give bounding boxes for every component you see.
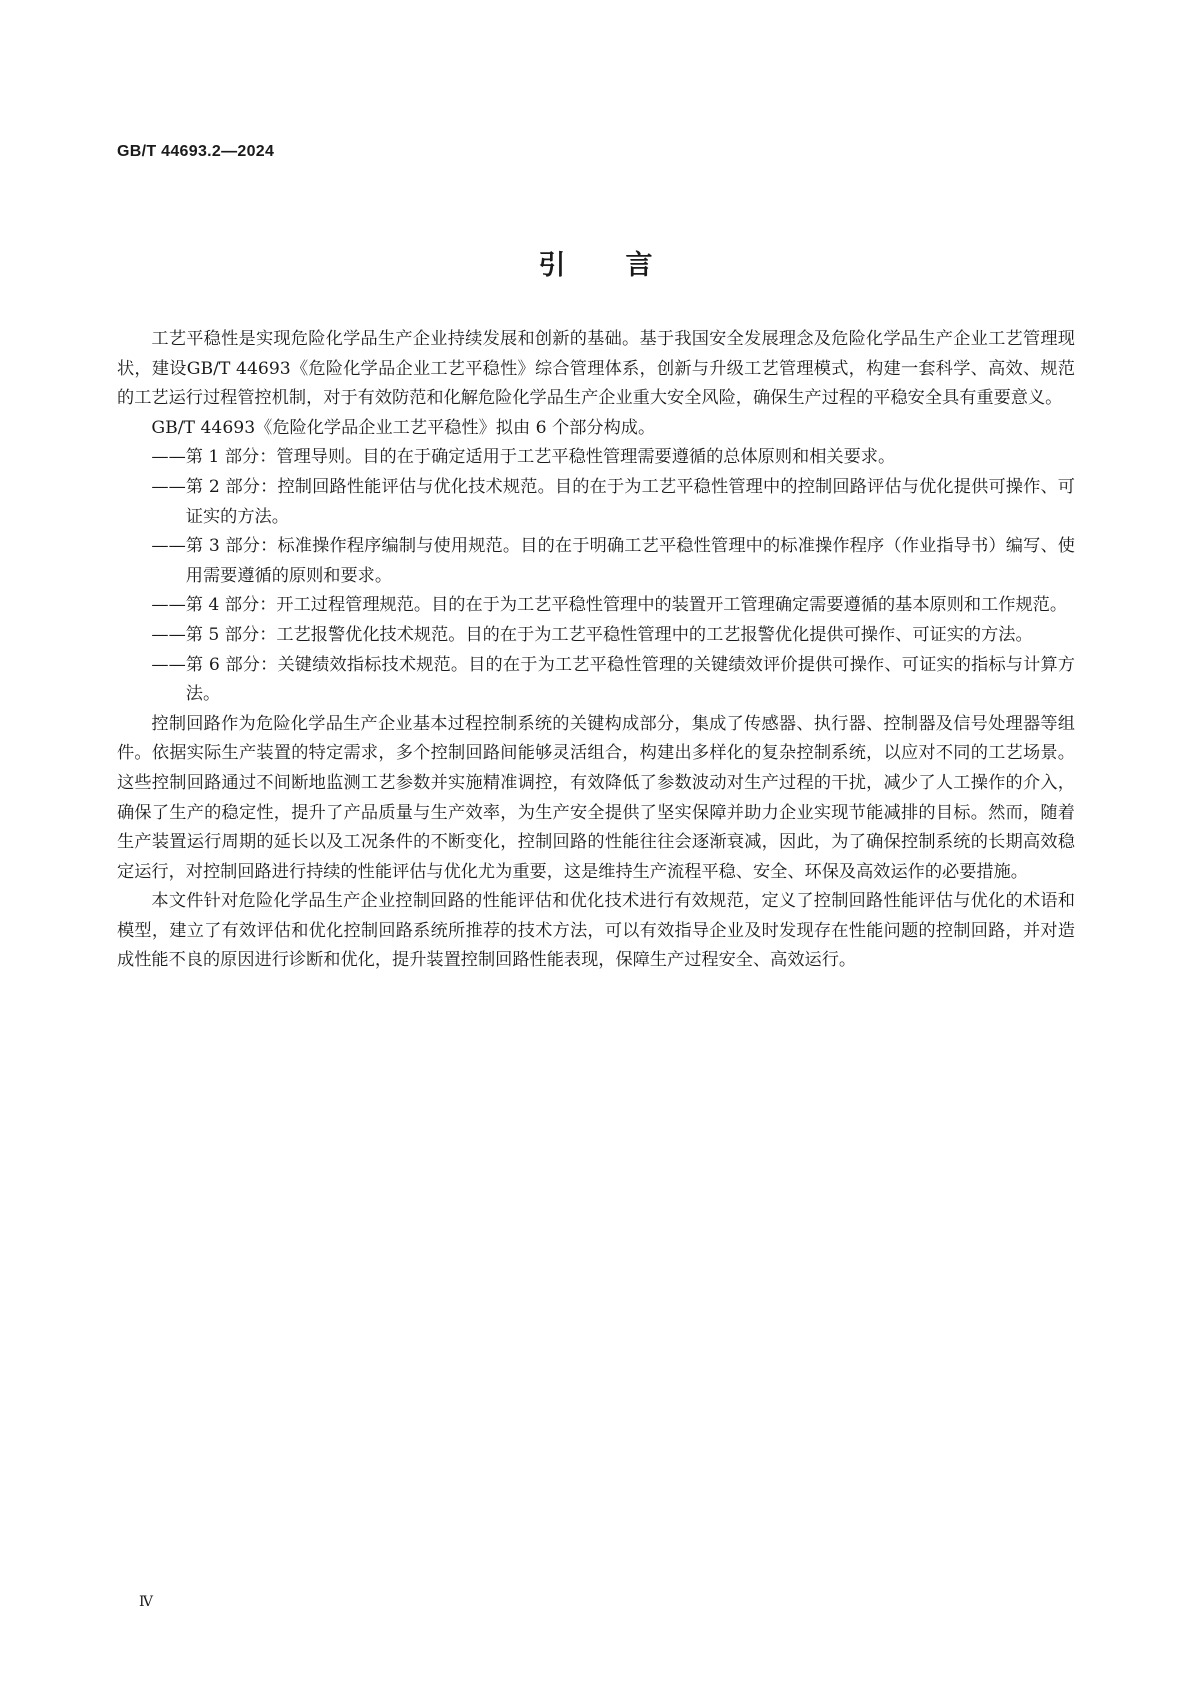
part-item-1: ——第 1 部分：管理导则。目的在于确定适用于工艺平稳性管理需要遵循的总体原则和相关要求。 (151, 447, 896, 468)
standard-number: GB/T 44693.2—2024 (117, 143, 275, 160)
part-item-4: ——第 4 部分：开工过程管理规范。目的在于为工艺平稳性管理中的装置开工管理确定需要遵循的基本原则和工作规范。 (151, 595, 1068, 616)
part-item-2: ——第 2 部分：控制回路性能评估与优化技术规范。目的在于为工艺平稳性管理中的控制回路评估与优化提供可操作、可证实的方法。 (151, 476, 1075, 527)
part-item-5: ——第 5 部分：工艺报警优化技术规范。目的在于为工艺平稳性管理中的工艺报警优化提供可操作、可证实的方法。 (151, 624, 1033, 645)
part-item-3: ——第 3 部分：标准操作程序编制与使用规范。目的在于明确工艺平稳性管理中的标准操作程序（作业指导书）编写、使用需要遵循的原则和要求。 (151, 536, 1075, 586)
paragraph-4: 本文件针对危险化学品生产企业控制回路的性能评估和优化技术进行有效规范，定义了控制回路性能评估与优化的术语和模型，建立了有效评估和优化控制回路系统所推荐的技术方法，可以有效指导企业及时发现存在性能问题的控制回路，并对造成性能不良的原因进行诊断和优化，提升装置控制回路性能表现，保障生产过程安全、高效运行。 (117, 891, 1075, 971)
page-title: 引言 (538, 250, 713, 281)
intro-body (117, 325, 1075, 976)
part-item-6: ——第 6 部分：关键绩效指标技术规范。目的在于为工艺平稳性管理的关键绩效评价提供可操作、可证实的指标与计算方法。 (151, 654, 1075, 705)
paragraph-1: 工艺平稳性是实现危险化学品生产企业持续发展和创新的基础。基于我国安全发展理念及危险化学品生产企业工艺管理现状，建设GB/T 44693《危险化学品企业工艺平稳性》综合管理体系，创新与升级工艺管理模式，构建一套科学、高效、规范的工艺运行过程管控机制，对于有效防范和化解危险化学品生产企业重大安全风险，确保生产过程的平稳安全具有重要意义。 (117, 329, 1075, 409)
page-number: Ⅳ (139, 1594, 153, 1610)
paragraph-2: GB/T 44693《危险化学品企业工艺平稳性》拟由 6 个部分构成。 (151, 417, 656, 438)
paragraph-3: 控制回路作为危险化学品生产企业基本过程控制系统的关键构成部分，集成了传感器、执行器、控制器及信号处理器等组件。依据实际生产装置的特定需求，多个控制回路间能够灵活组合，构建出多样化的复杂控制系统，以应对不同的工艺场景。这些控制回路通过不间断地监测工艺参数并实施精准调控，有效降低了参数波动对生产过程的干扰，减少了人工操作的介入，确保了生产的稳定性，提升了产品质量与生产效率，为生产安全提供了坚实保障并助力企业实现节能减排的目标。然而，随着生产装置运行周期的延长以及工况条件的不断变化，控制回路的性能往往会逐渐衰减，因此，为了确保控制系统的长期高效稳定运行，对控制回路进行持续的性能评估与优化尤为重要，这是维持生产流程平稳、安全、环保及高效运作的必要措施。 (117, 713, 1075, 882)
